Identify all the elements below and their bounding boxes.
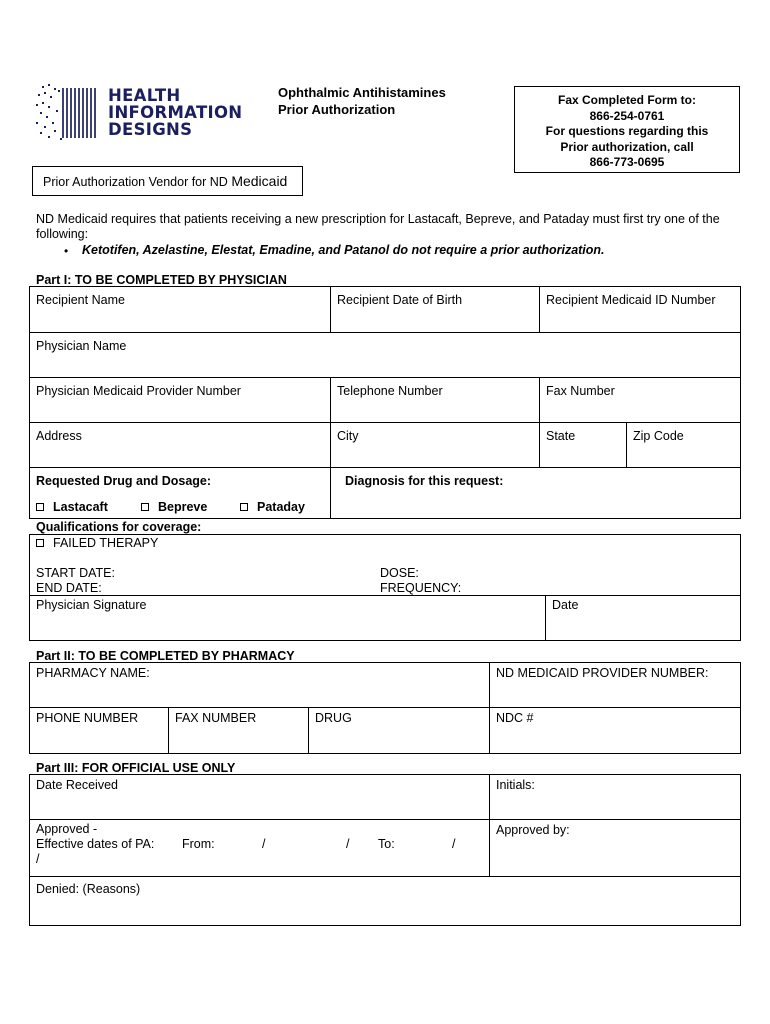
bullet-icon: • bbox=[64, 244, 69, 258]
title-line-2: Prior Authorization bbox=[278, 102, 396, 117]
recipient-id-field[interactable] bbox=[539, 286, 741, 333]
fax-info-box bbox=[514, 86, 740, 173]
part3-heading: Part III: FOR OFFICIAL USE ONLY bbox=[36, 761, 236, 775]
intro-paragraph bbox=[36, 212, 746, 242]
date-received-field[interactable] bbox=[29, 774, 490, 820]
pharmacy-provider-number-label: ND MEDICAID PROVIDER NUMBER: bbox=[496, 666, 709, 680]
initials-field[interactable] bbox=[489, 774, 741, 820]
effective-dates-label: Effective dates of PA: bbox=[36, 837, 155, 851]
physician-name-label: Physician Name bbox=[36, 339, 127, 353]
provider-number-field[interactable] bbox=[29, 377, 331, 423]
to-slash-1: / bbox=[452, 837, 456, 851]
approved-label: Approved - bbox=[36, 822, 98, 836]
bepreve-label: Bepreve bbox=[158, 500, 208, 514]
ndc-field[interactable] bbox=[489, 707, 741, 754]
address-label: Address bbox=[36, 429, 82, 443]
pharmacy-provider-number-field[interactable] bbox=[489, 662, 741, 708]
recipient-name-label: Recipient Name bbox=[36, 293, 125, 307]
city-label: City bbox=[337, 429, 359, 443]
pharmacy-phone-field[interactable] bbox=[29, 707, 169, 754]
intro-line-2: following: bbox=[36, 227, 89, 241]
fax-field[interactable] bbox=[539, 377, 741, 423]
recipient-name-field[interactable] bbox=[29, 286, 331, 333]
intro-line-1: ND Medicaid requires that patients receiving a new prescription for Lastacaft, Bepreve, and Pataday must first try one of the bbox=[36, 212, 720, 226]
pataday-label: Pataday bbox=[257, 500, 305, 514]
approved-by-field[interactable] bbox=[489, 819, 741, 877]
questions-label-2: Prior authorization, call bbox=[560, 139, 694, 154]
questions-label: For questions regarding this bbox=[545, 124, 709, 138]
fax-number: 866-254-0761 bbox=[589, 108, 665, 123]
initials-label: Initials: bbox=[496, 778, 535, 792]
logo-dot-pattern-icon bbox=[34, 82, 106, 144]
from-label: From: bbox=[182, 837, 215, 851]
denied-reasons-field[interactable] bbox=[29, 876, 741, 926]
date-received-label: Date Received bbox=[36, 778, 118, 792]
from-slash-2: / bbox=[346, 837, 350, 851]
title-line-1: Ophthalmic Antihistamines bbox=[278, 85, 446, 100]
drug-option-bepreve[interactable] bbox=[141, 500, 207, 514]
physician-signature-field[interactable] bbox=[29, 595, 546, 641]
state-field[interactable] bbox=[539, 422, 627, 468]
signature-date-field[interactable] bbox=[545, 595, 741, 641]
city-field[interactable] bbox=[330, 422, 540, 468]
qualifications-heading: Qualifications for coverage: bbox=[36, 520, 202, 534]
logo-line-2: INFORMATION bbox=[108, 103, 243, 122]
start-date-label: START DATE: bbox=[36, 566, 115, 580]
fax-field-label: Fax Number bbox=[546, 384, 615, 398]
bepreve-checkbox[interactable] bbox=[141, 503, 149, 511]
provider-number-label: Physician Medicaid Provider Number bbox=[36, 384, 241, 398]
pharmacy-fax-label: FAX NUMBER bbox=[175, 711, 257, 725]
logo-line-3: DESIGNS bbox=[108, 120, 193, 139]
vendor-text: Prior Authorization Vendor for ND bbox=[43, 175, 228, 189]
from-slash-1: / bbox=[262, 837, 266, 851]
part1-heading: Part I: TO BE COMPLETED BY PHYSICIAN bbox=[36, 273, 287, 287]
pharmacy-drug-label: DRUG bbox=[315, 711, 352, 725]
end-date-label: END DATE: bbox=[36, 581, 102, 595]
recipient-id-label: Recipient Medicaid ID Number bbox=[546, 293, 716, 307]
recipient-dob-field[interactable] bbox=[330, 286, 540, 333]
drug-option-pataday[interactable] bbox=[240, 500, 305, 514]
diagnosis-label: Diagnosis for this request: bbox=[345, 474, 504, 488]
pharmacy-drug-field[interactable] bbox=[308, 707, 490, 754]
failed-therapy-label: FAILED THERAPY bbox=[53, 536, 159, 550]
signature-date-label: Date bbox=[552, 598, 579, 612]
zip-label: Zip Code bbox=[633, 429, 684, 443]
to-slash-2: / bbox=[36, 852, 40, 866]
lastacaft-label: Lastacaft bbox=[53, 500, 108, 514]
pharmacy-fax-field[interactable] bbox=[168, 707, 309, 754]
pharmacy-phone-label: PHONE NUMBER bbox=[36, 711, 139, 725]
physician-name-field[interactable] bbox=[29, 332, 741, 378]
pharmacy-name-field[interactable] bbox=[29, 662, 490, 708]
requested-drug-label: Requested Drug and Dosage: bbox=[36, 474, 212, 488]
logo-line-1: HEALTH bbox=[108, 86, 181, 105]
denied-label: Denied: (Reasons) bbox=[36, 882, 141, 896]
signature-label: Physician Signature bbox=[36, 598, 147, 612]
zip-field[interactable] bbox=[626, 422, 741, 468]
ndc-label: NDC # bbox=[496, 711, 534, 725]
address-field[interactable] bbox=[29, 422, 331, 468]
telephone-field[interactable] bbox=[330, 377, 540, 423]
logo bbox=[34, 82, 244, 144]
phone-number: 866-773-0695 bbox=[589, 155, 665, 169]
pharmacy-name-label: PHARMACY NAME: bbox=[36, 666, 150, 680]
vendor-box bbox=[32, 166, 303, 196]
approved-by-label: Approved by: bbox=[496, 823, 570, 837]
telephone-label: Telephone Number bbox=[337, 384, 443, 398]
failed-therapy-option[interactable] bbox=[36, 536, 158, 550]
dose-label: DOSE: bbox=[380, 566, 419, 580]
drug-option-lastacaft[interactable] bbox=[36, 500, 108, 514]
form-title bbox=[278, 84, 446, 118]
lastacaft-checkbox[interactable] bbox=[36, 503, 44, 511]
state-label: State bbox=[546, 429, 576, 443]
fax-label: Fax Completed Form to: bbox=[557, 93, 696, 107]
pataday-checkbox[interactable] bbox=[240, 503, 248, 511]
frequency-label: FREQUENCY: bbox=[380, 581, 462, 595]
vendor-text-large: Medicaid bbox=[231, 173, 288, 189]
recipient-dob-label: Recipient Date of Birth bbox=[337, 293, 463, 307]
failed-therapy-checkbox[interactable] bbox=[36, 539, 44, 547]
to-label: To: bbox=[378, 837, 395, 851]
intro-bullet: Ketotifen, Azelastine, Elestat, Emadine, and Patanol do not require a prior authorization. bbox=[82, 243, 605, 257]
diagnosis-field[interactable] bbox=[330, 467, 741, 519]
part2-heading: Part II: TO BE COMPLETED BY PHARMACY bbox=[36, 649, 295, 663]
